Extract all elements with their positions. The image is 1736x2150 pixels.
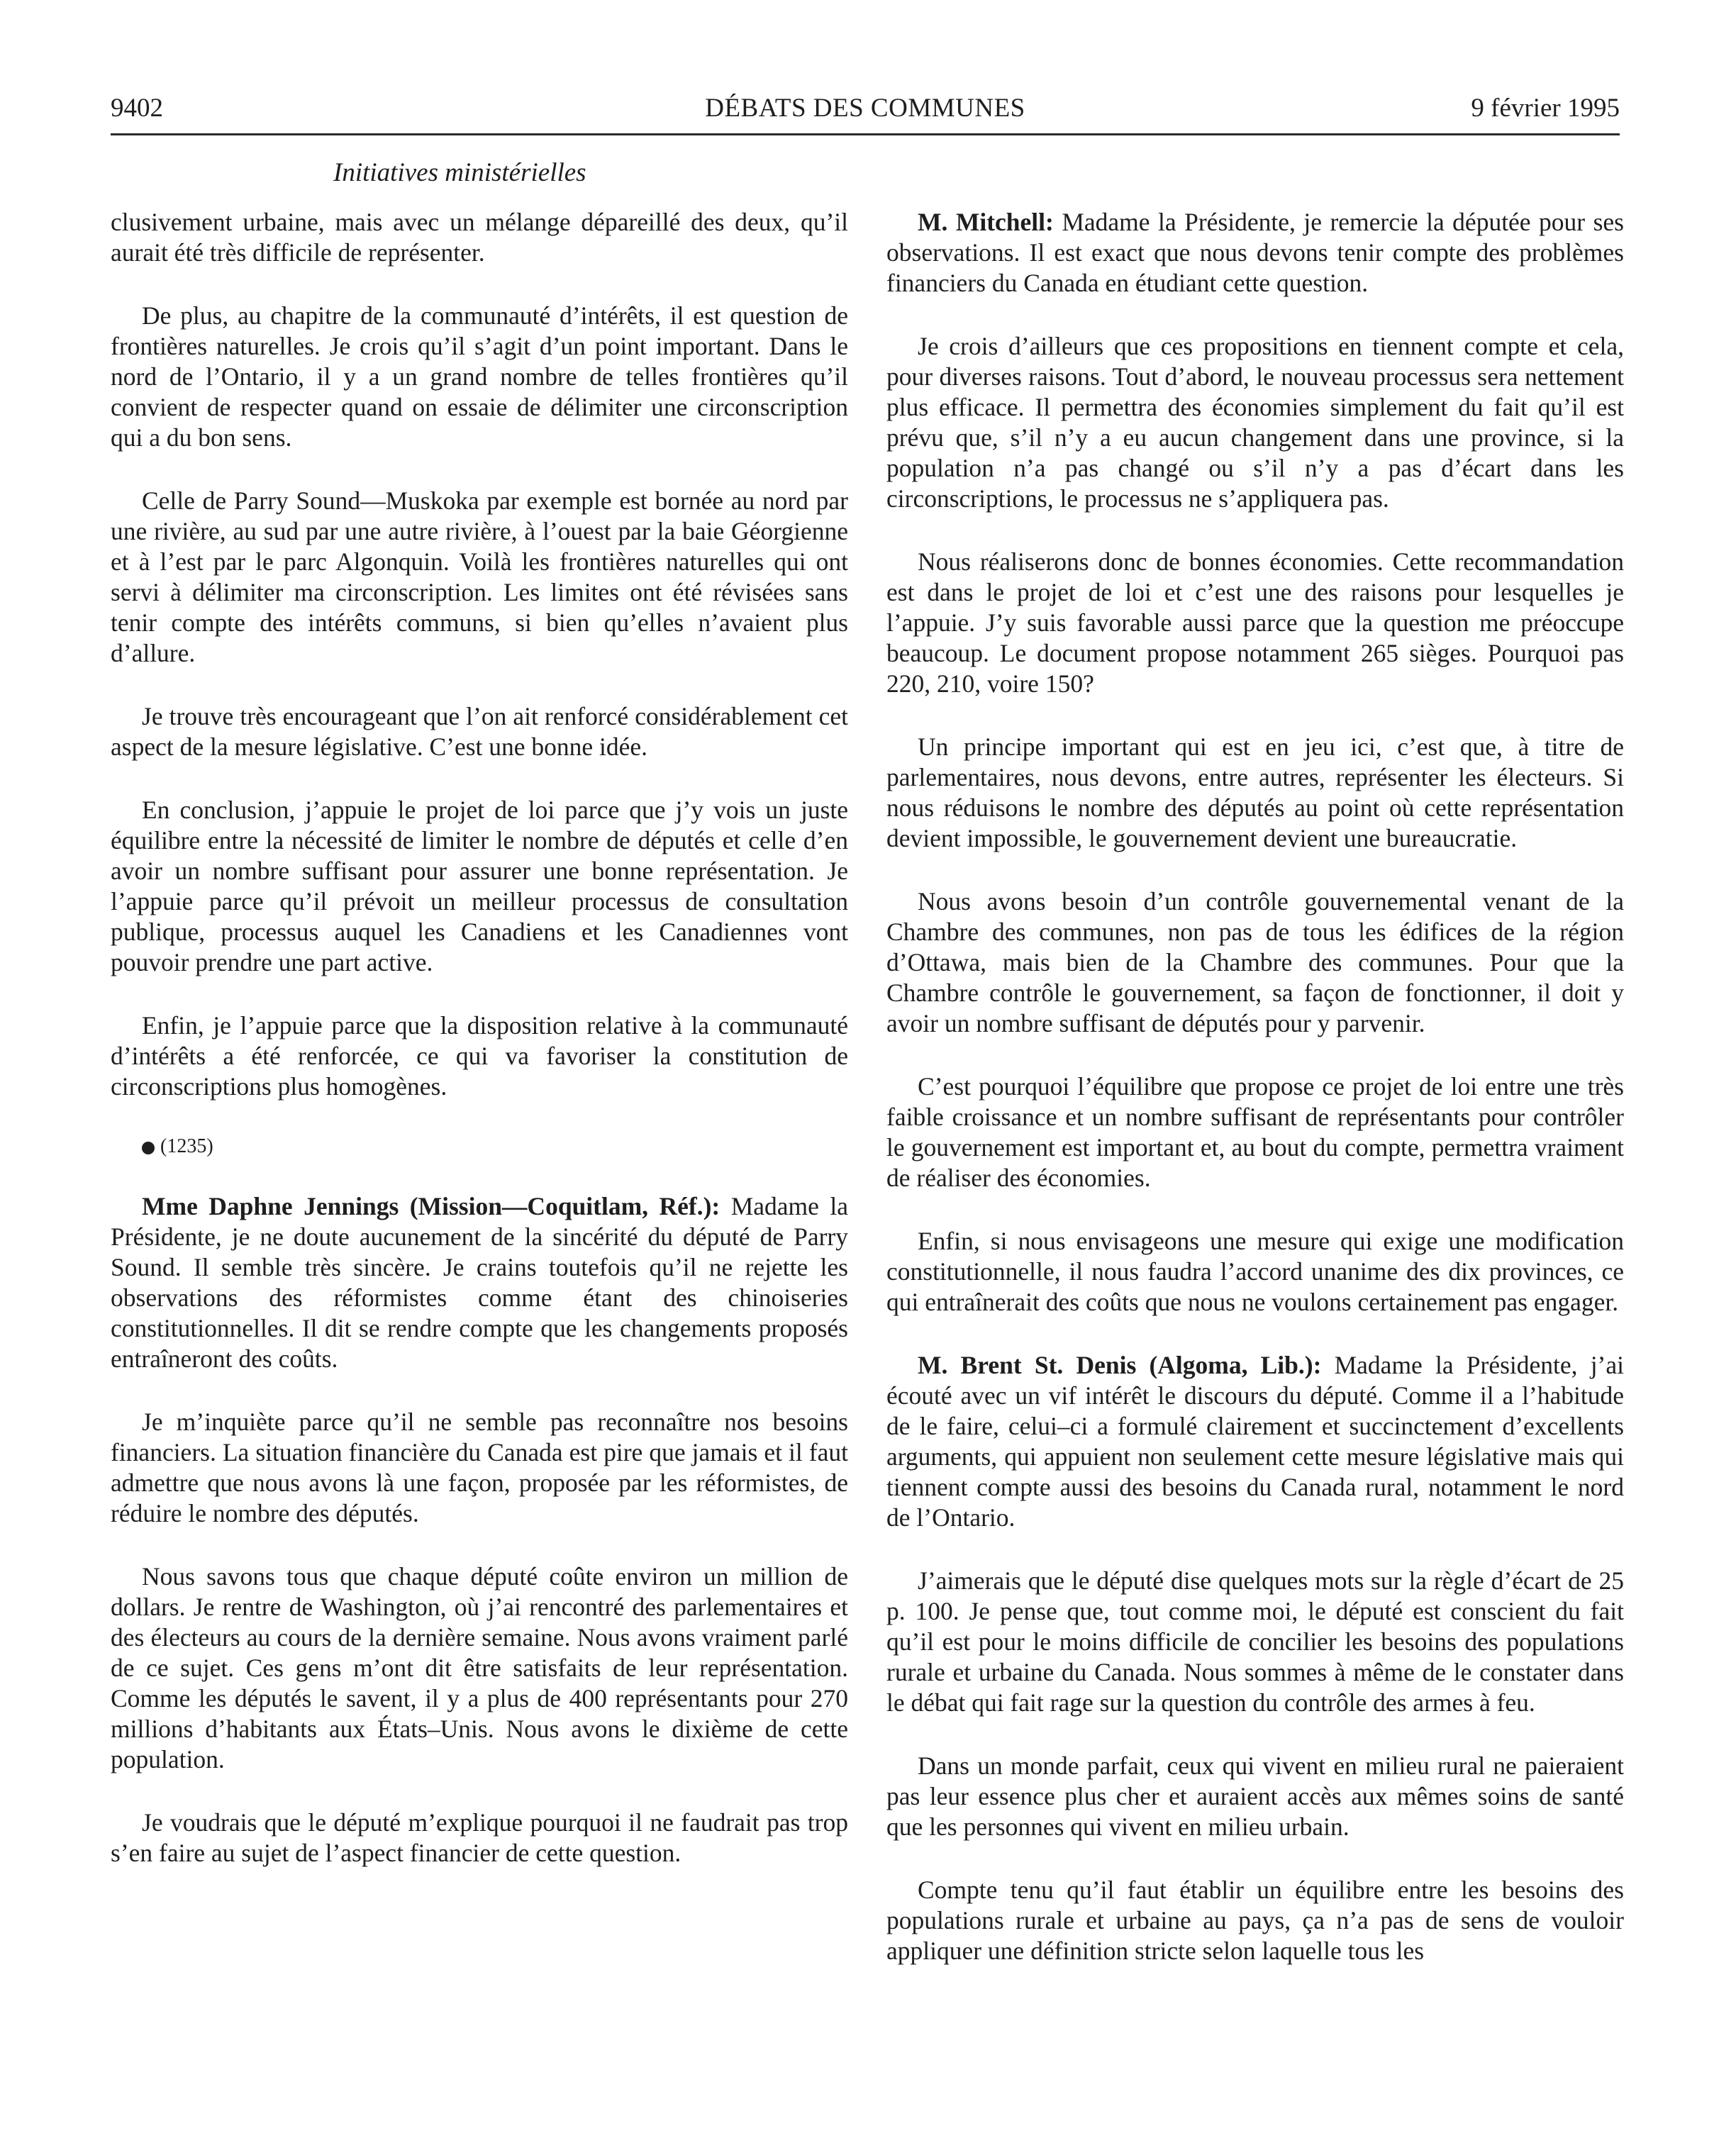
paragraph: Je m’inquiète parce qu’il ne semble pas reconnaître nos besoins financiers. La situation financière du Canada est pire que jamais et il faut admettre que nous avons là une façon, proposée par les réformistes, de réduire le nombre des députés. bbox=[111, 1408, 848, 1527]
paragraph: Nous réaliserons donc de bonnes économies. Cette recommandation est dans le projet de loi et c’est une des raisons pour lesquelles je l’appuie. J’y suis favorable aussi parce que la question me préoccupe beaucoup. Le document propose notamment 265 sièges. Pourquoi pas 220, 210, voire 150? bbox=[886, 547, 1624, 698]
paragraph: J’aimerais que le député dise quelques mots sur la règle d’écart de 25 p. 100. Je pense que, tout comme moi, le député est conscient du fait qu’il est pour le moins difficile de concilier les besoins des populations rurale et urbaine du Canada. Nous sommes à même de le constater dans le débat qui fait rage sur la question du contrôle des armes à feu. bbox=[886, 1566, 1624, 1717]
speaker-name: M. Brent St. Denis (Algoma, Lib.): bbox=[918, 1351, 1322, 1379]
paragraph: Nous avons besoin d’un contrôle gouvernemental venant de la Chambre des communes, non pas de tous les édifices de la région d’Ottawa, mais bien de la Chambre des communes. Pour que la Chambre contrôle le gouvernement, sa façon de fonctionner, il doit y avoir un nombre suffisant de députés pour y parvenir. bbox=[886, 887, 1624, 1037]
paragraph: Je voudrais que le député m’explique pourquoi il ne faudrait pas trop s’en faire au sujet de l’aspect financier de cette question. bbox=[111, 1808, 848, 1867]
publication-title: DÉBATS DES COMMUNES bbox=[705, 94, 1025, 123]
paragraph: Nous savons tous que chaque député coûte environ un million de dollars. Je rentre de Washington, où j’ai rencontré des parlementaires et des électeurs au cours de la dernière semaine. Nous avons vraiment parlé de ce sujet. Ces gens m’ont dit être satisfaits de leur représentation. Comme les députés le savent, il y a plus de 400 représentants pour 270 millions d’habitants aux États–Unis. Nous avons le dixième de cette population. bbox=[111, 1562, 848, 1773]
bullet-icon bbox=[142, 1142, 155, 1154]
paragraph bbox=[111, 1191, 848, 1374]
timestamp bbox=[111, 1135, 848, 1159]
paragraph: De plus, au chapitre de la communauté d’intérêts, il est question de frontières naturelles. Je crois qu’il s’agit d’un point important. Dans le nord de l’Ontario, il y a un grand nombre de telles frontières qu’il convient de respecter quand on essaie de délimiter une circonscription qui a du bon sens. bbox=[111, 301, 848, 452]
speech-text: Madame la Présidente, je remercie la députée pour ses observations. Il est exact que nous devons tenir compte des problèmes financiers du Canada en étudiant cette question. bbox=[886, 208, 1624, 297]
paragraph: clusivement urbaine, mais avec un mélange dépareillé des deux, qu’il aurait été très difficile de représenter. bbox=[111, 208, 848, 267]
speaker-name: M. Mitchell: bbox=[918, 208, 1054, 236]
paragraph: En conclusion, j’appuie le projet de loi parce que j’y vois un juste équilibre entre la nécessité de limiter le nombre de députés et celle d’en avoir un nombre suffisant pour assurer une bonne représentation. Je l’appuie parce qu’il prévoit un meilleur processus de consultation publique, processus auquel les Canadiens et les Canadiennes vont pouvoir prendre une part active. bbox=[111, 796, 848, 976]
paragraph: Compte tenu qu’il faut établir un équilibre entre les besoins des populations rurale et urbaine au pays, ça n’a pas de sens de vouloir appliquer une définition stricte selon laquelle tous les bbox=[886, 1876, 1624, 1965]
speech-text: Madame la Présidente, je ne doute aucunement de la sincérité du député de Parry Sound. Il semble très sincère. Je crains toutefois qu’il ne rejette les observations des réformistes comme étant des chinoiseries constitutionnelles. Il dit se rendre compte que les changements proposés entraîneront des coûts. bbox=[111, 1192, 848, 1373]
paragraph: Un principe important qui est en jeu ici, c’est que, à titre de parlementaires, nous devons, entre autres, représenter les électeurs. Si nous réduisons le nombre des députés au point où cette représentation devient impossible, le gouvernement devient une bureaucratie. bbox=[886, 733, 1624, 852]
page-number: 9402 bbox=[111, 94, 163, 123]
paragraph: Je trouve très encourageant que l’on ait renforcé considérablement cet aspect de la mesure législative. C’est une bonne idée. bbox=[111, 702, 848, 761]
right-column bbox=[886, 207, 1624, 1966]
section-label: Initiatives ministérielles bbox=[333, 158, 586, 187]
timestamp-text: (1235) bbox=[160, 1135, 213, 1157]
paragraph: Je crois d’ailleurs que ces propositions en tiennent compte et cela, pour diverses raisons. Tout d’abord, le nouveau processus sera nettement plus efficace. Il permettra des économies simplement du fait qu’il est prévu que, s’il n’y a eu aucun changement dans une province, si la population n’a pas changé ou s’il n’y a pas d’écart dans les circonscriptions, le processus ne s’appliquera pas. bbox=[886, 332, 1624, 513]
paragraph: Enfin, si nous envisageons une mesure qui exige une modification constitutionnelle, il nous faudra l’accord unanime des dix provinces, ce qui entraînerait des coûts que nous ne voulons certainement pas engager. bbox=[886, 1227, 1624, 1316]
paragraph bbox=[886, 1350, 1624, 1533]
paragraph bbox=[886, 207, 1624, 299]
paragraph: C’est pourquoi l’équilibre que propose ce projet de loi entre une très faible croissance et un nombre suffisant de représentants pour contrôler le gouvernement est important et, au bout du compte, permettra vraiment de réaliser des économies. bbox=[886, 1072, 1624, 1192]
speech-text: Madame la Présidente, j’ai écouté avec un vif intérêt le discours du député. Comme il a l’habitude de le faire, celui–ci a formulé clairement et succinctement d’excellents arguments, qui appuient non seulement cette mesure législative mais qui tiennent compte aussi des besoins du Canada rural, notamment le nord de l’Ontario. bbox=[886, 1351, 1624, 1532]
page-header bbox=[111, 79, 1620, 135]
left-column bbox=[111, 207, 848, 1868]
page-date: 9 février 1995 bbox=[1471, 94, 1620, 123]
speaker-name: Mme Daphne Jennings (Mission—Coquitlam, Réf.): bbox=[142, 1192, 720, 1220]
paragraph: Enfin, je l’appuie parce que la disposition relative à la communauté d’intérêts a été renforcée, ce qui va favoriser la constitution de circonscriptions plus homogènes. bbox=[111, 1011, 848, 1101]
paragraph: Celle de Parry Sound—Muskoka par exemple est bornée au nord par une rivière, au sud par une autre rivière, à l’ouest par la baie Géorgienne et à l’est par le parc Algonquin. Voilà les frontières naturelles qui ont servi à délimiter ma circonscription. Les limites ont été révisées sans tenir compte des intérêts communs, si bien qu’elles n’avaient plus d’allure. bbox=[111, 486, 848, 667]
paragraph: Dans un monde parfait, ceux qui vivent en milieu rural ne paieraient pas leur essence plus cher et auraient accès aux mêmes soins de santé que les personnes qui vivent en milieu urbain. bbox=[886, 1751, 1624, 1841]
